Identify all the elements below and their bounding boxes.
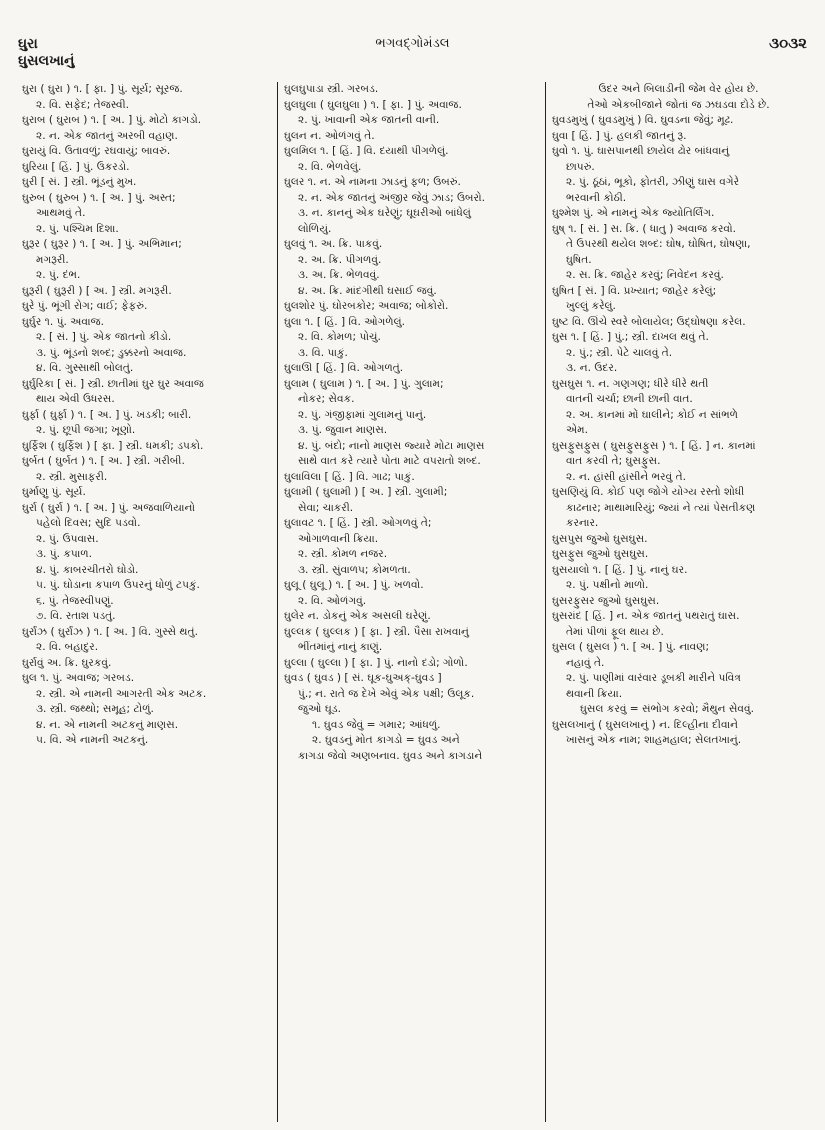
entry-headline: ઘુલાવિલા [ હિં. ] વિ. ગાઢ; પાકું.	[284, 470, 415, 483]
sense-line: ૨. વિ. સફેદ; તેજસ્વી.	[36, 98, 129, 111]
sense-line: ૨. સ. ક્રિ. જાહેર કરવું; નિવેદન કરવું.	[566, 269, 724, 281]
sense-line: ૨. વિ. બહાદુર.	[36, 641, 99, 653]
entry-headline: ઘુવો ૧. પું. ઘાસપાનથી છાયેલ ઢોર બાંધવાનું	[552, 145, 730, 157]
continuation-line: સાથે વાત કરે ત્યારે પોતા માટે વપરાતો શબ્દ.	[298, 455, 481, 467]
entry-headline: ઘુર્ફિશ ( ઘુર્ફિશ ) [ ફા. ] સ્ત્રી. ધમકી; ડપકો.	[22, 439, 204, 452]
column-middle	[278, 82, 546, 1122]
entry-headline: ઘુર્બત ( ઘુર્બત ) ૧. [ અ. ] સ્ત્રી. ગરીબી.	[22, 455, 185, 467]
continuation-line: મગરૂરી.	[36, 253, 69, 266]
idiom-line: ૨. ઘુવડનું મોત કાગડો = ઘુવડ અને	[312, 734, 460, 746]
continuation-line: નોકર; સેવક.	[298, 393, 355, 405]
continuation-line: લોળિયું.	[298, 222, 332, 235]
entry-headline: ઘુસપુસ જુઓ ઘુસઘુસ.	[552, 532, 648, 545]
entry-headline: ઘુલશોર પું. ઘોરબકોર; અવાજ; બોકોરો.	[284, 300, 449, 312]
entry-headline: ઘુરે પું. ભૂંગી રોગ; વાઈ; ફેફરું.	[22, 300, 148, 312]
entry-headline: ઘુલવું ૧. અ. ક્રિ. પાકવું.	[284, 238, 383, 250]
sense-line: ૩. ન. ઉંદર.	[566, 362, 618, 374]
entry-headline: ઘુર્માણુ પું. સૂર્ય.	[22, 486, 86, 498]
entry-headline: ઘુર્રાવું અ. ક્રિ. ઘુરકવું.	[22, 656, 112, 669]
entry-headline: ઘુર્ઘુર ૧. પું. અવાજ.	[22, 315, 104, 328]
entry-headline: ઘુરાબ ( ઘુરાબ ) ૧. [ અ. ] પું. મોટો કાગડો.	[22, 114, 202, 126]
sense-line: ૨. સ્ત્રી. કોમળ નજર.	[298, 548, 388, 560]
entry-headline: ઘુસફુસ જુઓ ઘુસઘુસ.	[552, 548, 649, 560]
continuation-line: ખુલ્લું કરેલું.	[566, 300, 616, 312]
page-number: ૩૦૩૨	[769, 34, 807, 52]
sense-line: ૨. પું. ગંજીફામાં ગુલામનું પાનું.	[298, 408, 427, 421]
column-left	[16, 82, 278, 1122]
entry-headline: ઘુર્ઘુરિકા [ સં. ] સ્ત્રી. છાતીમાં ઘુર ઘુર અવાજ	[22, 377, 204, 390]
entry-headline: ઘુલાઊ [ હિં. ] વિ. ઓગળતું.	[284, 362, 404, 374]
entry-headline: ઘુસ ૧. [ હિં. ] પું.; સ્ત્રી. દાખલ થવું તે.	[552, 331, 709, 343]
sense-line: ૨. પું. ઉપવાસ.	[36, 532, 99, 545]
sense-line: ૨. ન. એક જાતનું અંજીર જેવું ઝાડ; ઉંબરો.	[298, 191, 486, 204]
entry-headline: ઘુસલખાનું ( ઘુસલખાનું ) ન. દિલ્હીના દીવાને	[552, 718, 739, 731]
sense-line: ૨. પું. દંભ.	[36, 269, 81, 281]
entry-headline: ઘુરી [ સં. ] સ્ત્રી. ભૂંડનું મુખ.	[22, 176, 137, 188]
sense-line: ૨. અ. ક્રિ. પીગળવું.	[298, 253, 382, 266]
entry-headline: ઘુરા ( ઘુરા ) ૧. [ ફા. ] પું. સૂર્ય; સૂરજ.	[22, 83, 183, 95]
sense-line: ૭. વિ. રતાશ પડતું.	[36, 610, 116, 622]
continuation-line: ભરવાની કોઠી.	[566, 191, 627, 204]
entry-headline: ઘુષ્ ૧. [ સં. ] સ. ક્રિ. ( ધાતુ ) અવાજ કરવો.	[552, 222, 737, 235]
sense-line: ૨. સ્ત્રી. એ નામની આગરતી એક અટક.	[36, 687, 207, 700]
sense-line: ૨. [ સં. ] પું. એક જાતનો કીડો.	[36, 331, 172, 343]
continuation-line: તે ઉપરથી થયેલ શબ્દ: ઘોષ, ઘોષિત, ઘોષણા,	[566, 238, 751, 250]
sense-line: ૨. પું.; સ્ત્રી. પેટે ચાલવું તે.	[566, 346, 673, 359]
sense-line: ૨. સ્ત્રી. મુસાફરી.	[36, 470, 108, 483]
entry-headline: ઘુરિયા [ હિં. ] પું. ઉકરડો.	[22, 160, 130, 173]
continuation-line: કાગડા જેવો અણબનાવ. ઘુવડ અને કાગડાને	[298, 749, 483, 762]
continuation-line: નહાવું તે.	[566, 656, 605, 669]
sense-line: ૫. પું. ઘોડાના કપાળ ઉપરનું ધોળું ટપકું.	[36, 579, 200, 591]
sense-line: ૬. પું. તેજસ્વીપણું.	[36, 594, 114, 607]
entry-headline: ઘુલામ ( ઘુલામ ) ૧. [ અ. ] પું. ગુલામ;	[284, 377, 444, 390]
book-title: ભગવદ્ગોમંડલ	[375, 36, 450, 51]
continuation-line: પું.; ન. રાતે જ દેખે એવું એક પક્ષી; ઉલૂક.	[298, 687, 475, 700]
sense-line: ૨. અ. કાનમાં મોં ઘાલીને; કોઈ ન સાંભળે	[566, 408, 738, 421]
continuation-line: થવાની ક્રિયા.	[566, 687, 623, 700]
entry-headline: ઘુલન ન. ઓળંગવું તે.	[284, 129, 375, 142]
entry-headline: ઘુસલ ( ઘુસલ ) ૧. [ અ. ] પું. નાવણ;	[552, 641, 710, 653]
page-header	[0, 0, 825, 70]
sense-line: ૪. ન. એ નામની અટકનું માણસ.	[36, 718, 179, 731]
sense-line: ૪. અ. ક્રિ. માંદગીથી ઘસાઈ જવું.	[298, 284, 437, 297]
sense-line: ૨. પું. છૂપી જગા; ખૂણો.	[36, 424, 136, 436]
entry-headline: ઘુસફુસફુસ ( ઘુસફુસફુસ ) ૧. [ હિં. ] ન. કાનમાં	[552, 439, 756, 452]
sense-line: ૨. પું. પાણીમાં વારંવાર ડૂબકી મારીને પવિત્ર	[566, 672, 741, 684]
entry-headline: ઘુલ્લક ( ઘુલ્લક ) [ ફા. ] સ્ત્રી. પૈસા રાખવાનું	[284, 625, 469, 638]
sense-line: ૩. પું. જુવાન માણસ.	[298, 424, 388, 436]
entry-headline: ઘુરાયું વિ. ઉતાવળું; રઘવાયું; બાવરું.	[22, 145, 171, 157]
continuation-line: છાપરું.	[566, 160, 595, 173]
entry-headline: ઘુસણિયું વિ. કોઈ પણ જોગે યોગ્ય રસ્તો શોધી	[552, 486, 745, 498]
sense-line: ૨. વિ. કોમળ; પોચું.	[298, 331, 381, 343]
continuation-line: ઉંદર અને બિલાડીની જેમ વેર હોય છે.	[598, 83, 759, 95]
sense-line: ૨. પું. ખાવાની એક જાતની વાની.	[298, 114, 440, 126]
entry-headline: ઘુષિત [ સં. ] વિ. પ્રખ્યાત; જાહેર કરેલું;	[552, 284, 717, 297]
entry-headline: ઘુરૂર ( ઘુરૂર ) ૧. [ અ. ] પું. અભિમાન;	[22, 238, 182, 250]
continuation-line: વાત કરવી તે; ઘુસફુસ.	[566, 455, 661, 467]
entry-headline: ઘુરૂરી ( ઘુરૂરી ) [ અ. ] સ્ત્રી. મગરૂરી.	[22, 284, 172, 297]
sense-line: ૨. ન. હાંસી હાંસીને ભરવું તે.	[566, 470, 686, 483]
entry-headline: ઘુલામી ( ઘુલામી ) [ અ. ] સ્ત્રી. ગુલામી;	[284, 486, 448, 498]
continuation-line: તેમાં પીળાં ફૂલ થાય છે.	[566, 625, 664, 638]
entry-headline: ઘુલેર ન. ડોકનું એક અસલી ઘરેણું.	[284, 610, 431, 622]
continuation-line: વાતની ચર્ચા; છાની છાની વાત.	[566, 393, 693, 405]
sense-line: ૩. પું. ભૂંડનો શબ્દ; ડુક્કરનો અવાજ.	[36, 346, 187, 359]
sense-line: ૪. પું. કાબરચીતરો ઘોડો.	[36, 563, 139, 576]
entry-headline: ઘુલ્લા ( ઘુલ્લા ) [ ફા. ] પું. નાનો દડો; ગોળો.	[284, 656, 468, 669]
continuation-line: પહેલો દિવસ; સુદિ પડવો.	[36, 517, 141, 529]
guide-word-top: ઘુરા	[18, 36, 38, 52]
continuation-line: કરનાર.	[566, 517, 599, 529]
dictionary-columns	[16, 82, 811, 1122]
entry-headline: ઘુવડ ( ઘુવડ ) [ સં. ઘૂક-ઘુઅક્-ઘુવડ ]	[284, 672, 442, 684]
entry-headline: ઘુવડમુખું ( ઘુવડમુખું ) વિ. ઘુવડના જેવું; મૂઢ.	[552, 114, 734, 126]
entry-headline: ઘુરુબ ( ઘુરુબ ) ૧. [ અ. ] પું. અસ્ત;	[22, 191, 176, 204]
idiom-line: ૧. ઘુવડ જેવું = ગમાર; આંધળું.	[312, 718, 441, 731]
entry-headline: ઘુર્ફા ( ઘુર્ફા ) ૧. [ અ. ] પું. ખડકી; બારી.	[22, 408, 192, 421]
entry-headline: ઘુસયાલો ૧. [ હિં. ] પું. નાનું ઘર.	[552, 563, 688, 576]
sense-line: ૩. સ્ત્રી. જથ્થો; સમૂહ; ટોળું.	[36, 703, 154, 715]
entry-headline: ઘુલાવટ ૧. [ હિં. ] સ્ત્રી. ઓગળવું તે;	[284, 517, 432, 529]
continuation-line: તેઓ એકબીજાને જોતાં જ ઝઘડવા દોડે છે.	[587, 98, 770, 111]
continuation-line: સેવા; ચાકરી.	[298, 501, 354, 514]
entry-headline: ઘુલા ૧. [ હિં. ] વિ. ઓગળેલું.	[284, 315, 406, 328]
entry-headline: ઘુલઘુલા ( ઘુલઘુલા ) ૧. [ ફા. ] પું. અવાજ.	[284, 98, 462, 111]
continuation-line: એમ.	[566, 424, 589, 436]
entry-headline: ઘુષ્ટ વિ. ઊંચે સ્વરે બોલાયેલ; ઉદ્ઘોષણા કરેલ.	[552, 315, 746, 328]
sense-line: ૩. પું. કપાળ.	[36, 548, 92, 560]
sense-line: ૨. ન. એક જાતનું અરબી વહાણ.	[36, 129, 178, 142]
entry-headline: ઘુસરફુસર જુઓ ઘુસઘુસ.	[552, 594, 660, 607]
continuation-line: જુઓ ઘૂડ.	[298, 703, 341, 715]
continuation-line: ઘુષિત.	[566, 253, 592, 266]
sense-line: ૩. વિ. પાકું.	[298, 346, 348, 359]
sense-line: ૫. વિ. એ નામની અટકનું.	[36, 734, 149, 746]
sense-line: ૪. પું. બંદો; નાનો માણસ જ્યારે મોટા માણસ	[298, 439, 485, 452]
sense-line: ૩. અ. ક્રિ. ભેળવવું.	[298, 269, 380, 281]
sense-line: ૪. વિ. ગુસ્સાથી બોલતું.	[36, 362, 134, 374]
continuation-line: ભીંતમાંનું નાનું કાણું.	[298, 641, 383, 653]
entry-headline: ઘુલમિલ ૧. [ હિં. ] વિ. દયાથી પીગળેલું.	[284, 145, 449, 157]
entry-headline: ઘુલ ૧. પું. અવાજ; ગરબડ.	[22, 672, 135, 684]
continuation-line: કાઢનાર; માથામારિયું; જ્યાં ને ત્યાં પેસતીકણ	[566, 501, 756, 514]
entry-headline: ઘુલર ૧. ન. એ નામના ઝાડનું ફળ; ઉંબરું.	[284, 176, 461, 188]
column-right	[546, 82, 811, 1122]
sense-line: ૨. વિ. ભેળવેલું.	[298, 160, 362, 173]
guide-word-bottom: ઘુસલખાનું	[18, 53, 75, 69]
continuation-line: ખાસનું એક નામ; શાહમહાલ; સેલતખાનું.	[566, 734, 742, 746]
sense-line: ૩. સ્ત્રી. સુંવાળપ; કોમળતા.	[298, 563, 411, 576]
entry-headline: ઘુશ્મેશ પું. એ નામનું એક જ્યોતિર્લિંગ.	[552, 207, 715, 219]
sense-line: ૨. પું. પશ્ચિમ દિશા.	[36, 222, 119, 235]
entry-headline: ઘુલૂ ( ઘુલૂ ) ૧. [ અ. ] પું. ખળવો.	[284, 579, 424, 591]
sense-line: ૨. વિ. ઓળંગવું.	[298, 594, 367, 607]
sense-line: ૨. પું. ઠૂંઠાં, ભૂકો, ફોતરી, ઝીણું ઘાસ વગેરે	[566, 176, 740, 188]
continuation-line: આથમવું તે.	[36, 207, 86, 219]
entry-headline: ઘુર્રા ( ઘુર્રા ) ૧. [ અ. ] પું. અજવાળિયાનો	[22, 501, 196, 514]
idiom-line: ઘુસલ કરવું = સંભોગ કરવો; મૈથુન સેવવું.	[580, 703, 755, 715]
entry-headline: ઘુસરાંદ [ હિં. ] ન. એક જાતનું પથરાતું ઘાસ.	[552, 610, 740, 622]
entry-headline: ઘુવા [ હિં. ] પું. હલકી જાતનું રૂ.	[552, 129, 687, 142]
continuation-line: ઓગાળવાની ક્રિયા.	[298, 532, 379, 545]
entry-headline: ઘુસઘુસ ૧. ન. ગણગણ; ધીરે ધીરે થતી	[552, 377, 709, 390]
sense-line: ૩. ન. કાનનું એક ઘરેણું; ઘૂઘરીઓ બાંધેલું	[298, 207, 471, 219]
sense-line: ૨. પું. પક્ષીનો માળો.	[566, 579, 649, 591]
entry-headline: ઘુલઘુપાડા સ્ત્રી. ગરબડ.	[284, 83, 379, 95]
continuation-line: થાય એવી ઉધરસ.	[36, 393, 115, 405]
entry-headline: ઘુર્રાંઝ ( ઘુર્રાંઝ ) ૧. [ અ. ] વિ. ગુસ્સે થતું.	[22, 625, 198, 638]
